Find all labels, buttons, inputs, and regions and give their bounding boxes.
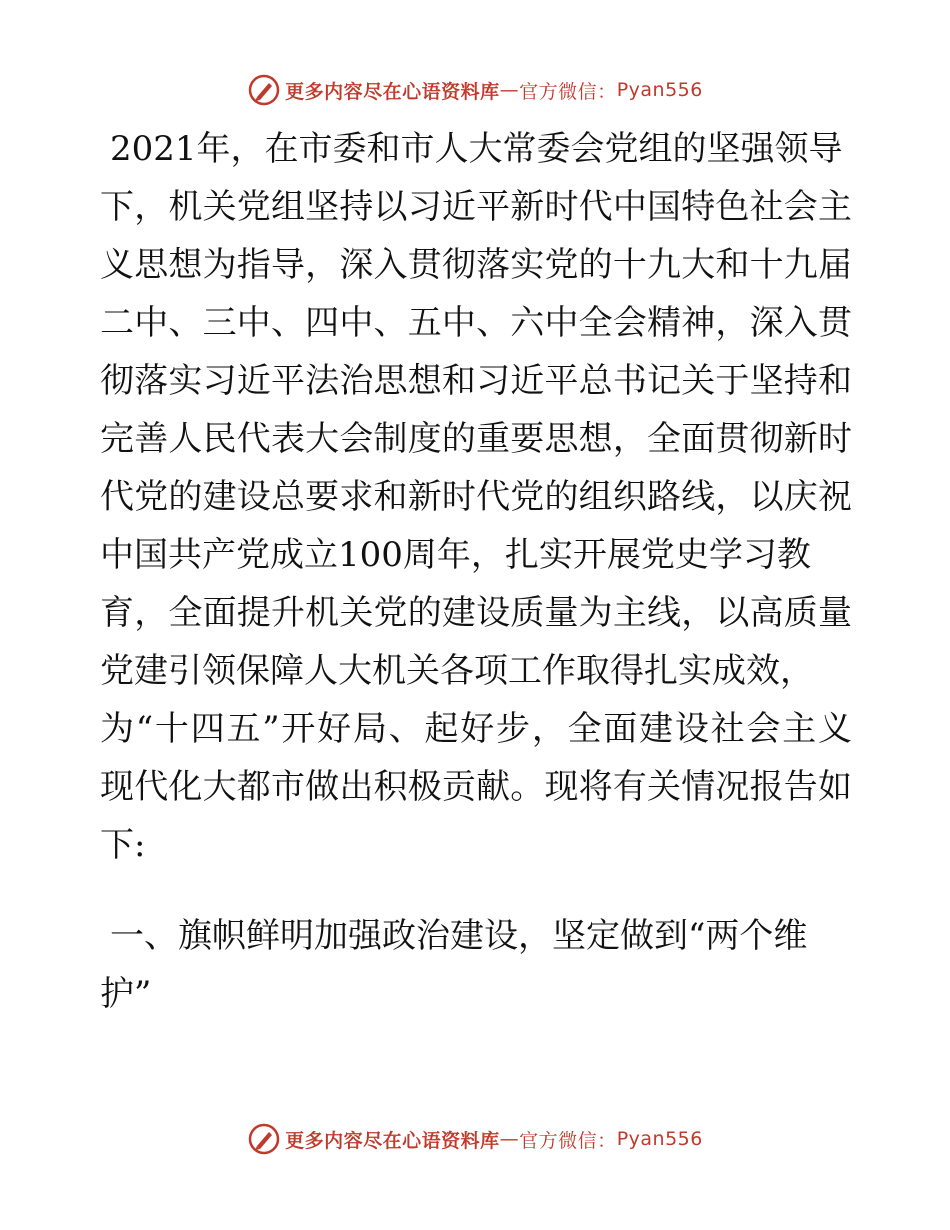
- banner-wechat-id: Pyan556: [616, 79, 703, 101]
- paragraph-line: 下:: [100, 825, 146, 865]
- paragraph-line: 中国共产党成立100周年，扎实开展党史学习教: [100, 535, 811, 575]
- banner-text: 更多内容尽在心语资料库: [285, 80, 500, 103]
- banner-dash: —: [499, 1128, 520, 1150]
- paragraph-line: 义思想为指导，深入贯彻落实党的十九大和十九届: [100, 245, 852, 285]
- document-body: [100, 120, 852, 1023]
- header-watermark: [0, 70, 950, 110]
- paragraph-line: 为“十四五”开好局、起好步，全面建设社会主义: [100, 709, 852, 749]
- paragraph-line: 党建引领保障人大机关各项工作取得扎实成效，: [100, 651, 814, 691]
- paragraph-line: 二中、三中、四中、五中、六中全会精神，深入贯: [100, 303, 852, 343]
- banner-wechat-id: Pyan556: [616, 1128, 703, 1150]
- paragraph-line: 下，机关党组坚持以习近平新时代中国特色社会主: [100, 187, 852, 227]
- paragraph-line: 代党的建设总要求和新时代党的组织路线，以庆祝: [100, 477, 852, 517]
- paragraph-line: 2021年，在市委和市人大常委会党组的坚强领导: [110, 129, 843, 169]
- paragraph-line: 现代化大都市做出积极贡献。现将有关情况报告如: [100, 767, 852, 807]
- pen-circle-logo-icon: [247, 73, 281, 107]
- banner-wechat-label: 官方微信：: [519, 1129, 617, 1152]
- banner-text: 更多内容尽在心语资料库: [285, 1129, 500, 1152]
- banner-dash: —: [499, 79, 520, 101]
- paragraph-line: 彻落实习近平法治思想和习近平总书记关于坚持和: [100, 361, 852, 401]
- paragraph-line: 完善人民代表大会制度的重要思想，全面贯彻新时: [100, 419, 852, 459]
- banner-wechat-label: 官方微信：: [519, 80, 617, 103]
- paragraph-line: 育，全面提升机关党的建设质量为主线，以高质量: [100, 593, 852, 633]
- section-heading-line: 护”: [100, 974, 152, 1014]
- footer-watermark: [0, 1119, 950, 1159]
- section-heading-line: 一、旗帜鲜明加强政治建设，坚定做到“两个维: [110, 916, 808, 956]
- pen-circle-logo-icon: [247, 1122, 281, 1156]
